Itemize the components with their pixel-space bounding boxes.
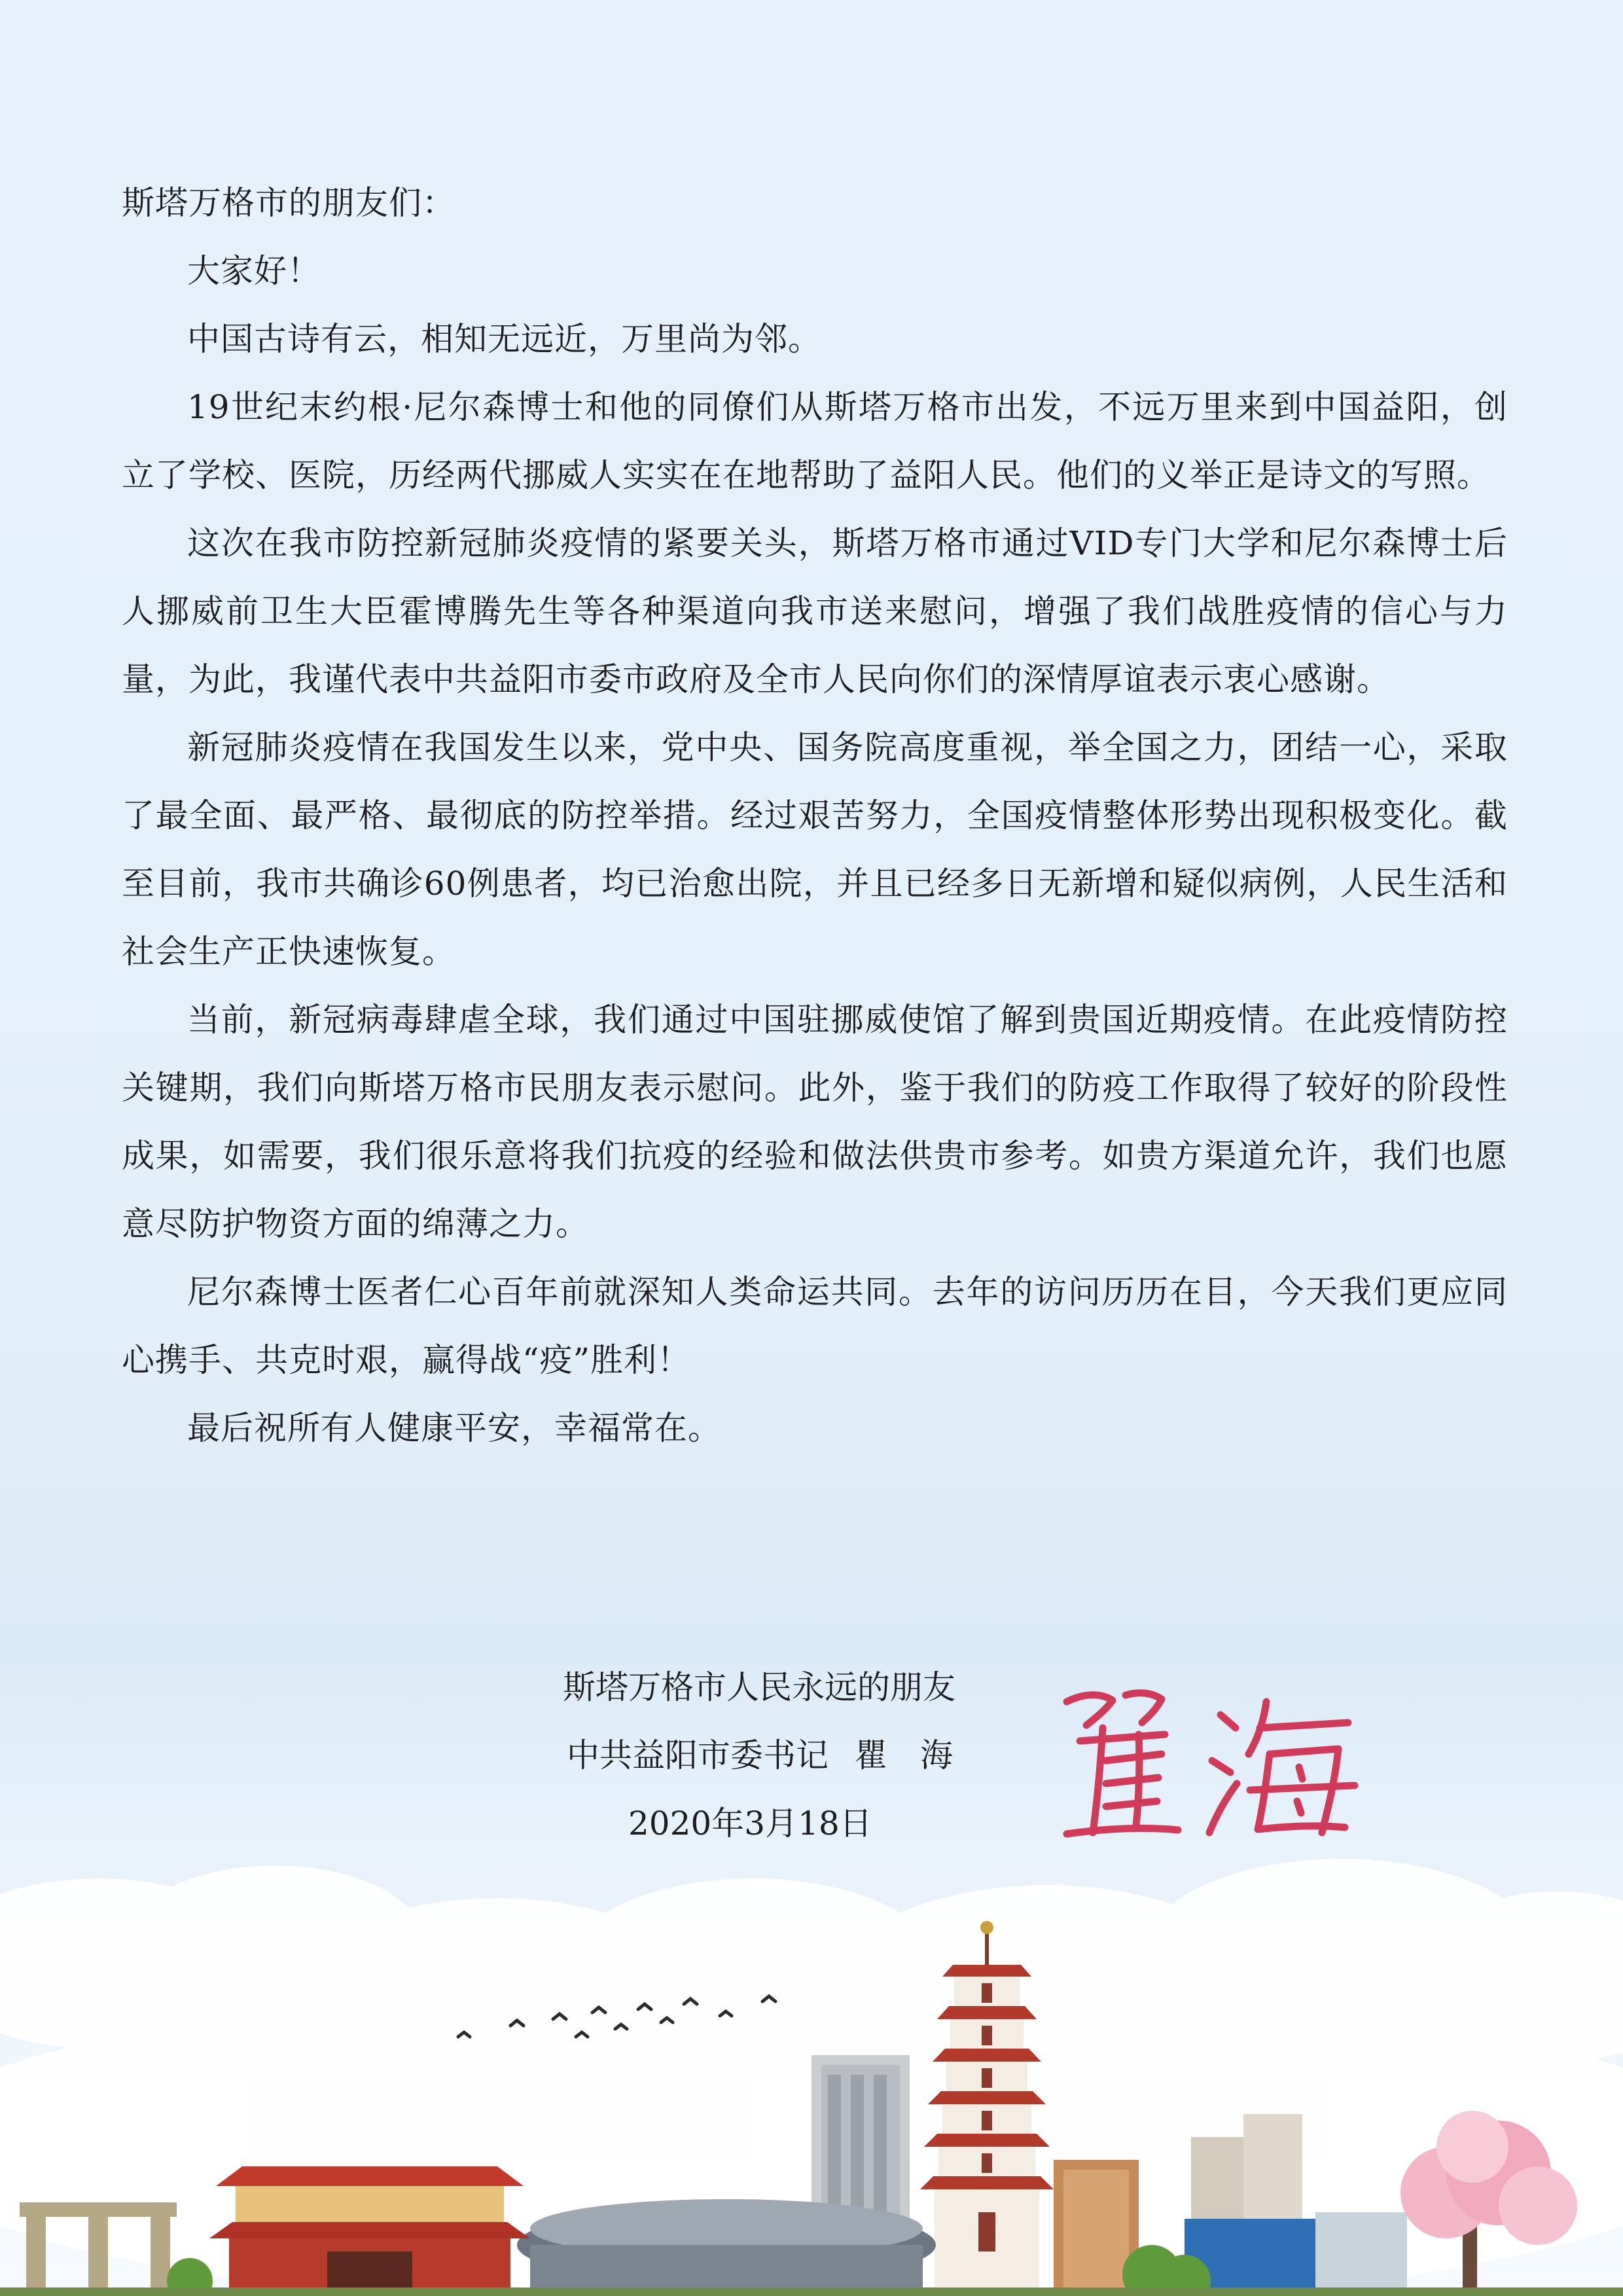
signoff-title-line	[567, 1729, 953, 1776]
city-skyline-illustration	[0, 1793, 1623, 2296]
situation-paragraph: 新冠肺炎疫情在我国发生以来，党中央、国务院高度重视，举全国之力，团结一心，采取了最全面、最严格、最彻底的防控举措。经过艰苦努力，全国疫情整体形势出现积极变化。截至目前，我市共确诊60例患者，均已治愈出院，并且已经多日无新增和疑似病例，人民生活和社会生产正快速恢复。	[122, 728, 1508, 971]
ground	[0, 2287, 1623, 2296]
signoff-title: 中共益阳市委书记	[567, 1736, 829, 1774]
signoff-name: 瞿 海	[855, 1736, 953, 1774]
poem-paragraph: 中国古诗有云，相知无远近，万里尚为邻。	[187, 320, 821, 358]
signoff-date: 2020年3月18日	[628, 1804, 872, 1842]
offer-paragraph: 当前，新冠病毒肆虐全球，我们通过中国驻挪威使馆了解到贵国近期疫情。在此疫情防控关键期，我们向斯塔万格市民朋友表示慰问。此外，鉴于我们的防疫工作取得了较好的阶段性成果，如需要，我们很乐意将我们抗疫的经验和做法供贵市参考。如贵方渠道允许，我们也愿意尽防护物资方面的绵薄之力。	[122, 1001, 1508, 1243]
thanks-paragraph: 这次在我市防控新冠肺炎疫情的紧要关头，斯塔万格市通过VID专门大学和尼尔森博士后人挪威前卫生大臣霍博腾先生等各种渠道向我市送来慰问，增强了我们战胜疫情的信心与力量，为此，我谨代表中共益阳市委市政府及全市人民向你们的深情厚谊表示衷心感谢。	[122, 524, 1508, 698]
salutation: 斯塔万格市的朋友们：	[122, 184, 455, 222]
signoff-friend-line: 斯塔万格市人民永远的朋友	[563, 1668, 955, 1706]
letter-body	[122, 169, 1508, 1462]
memorial-arch	[20, 2202, 177, 2296]
greeting-paragraph: 大家好！	[187, 252, 321, 290]
history-paragraph: 19世纪末约根·尼尔森博士和他的同僚们从斯塔万格市出发，不远万里来到中国益阳，创立了学校、医院，历经两代挪威人实实在在地帮助了益阳人民。他们的义举正是诗文的写照。	[122, 388, 1508, 494]
traditional-gate	[209, 2166, 530, 2296]
solidarity-paragraph: 尼尔森博士医者仁心百年前就深知人类命运共同。去年的访问历历在目，今天我们更应同心携手、共克时艰，赢得战“疫”胜利！	[122, 1273, 1508, 1379]
stadium	[517, 2199, 936, 2296]
wishes-paragraph: 最后祝所有人健康平安，幸福常在。	[187, 1409, 721, 1447]
